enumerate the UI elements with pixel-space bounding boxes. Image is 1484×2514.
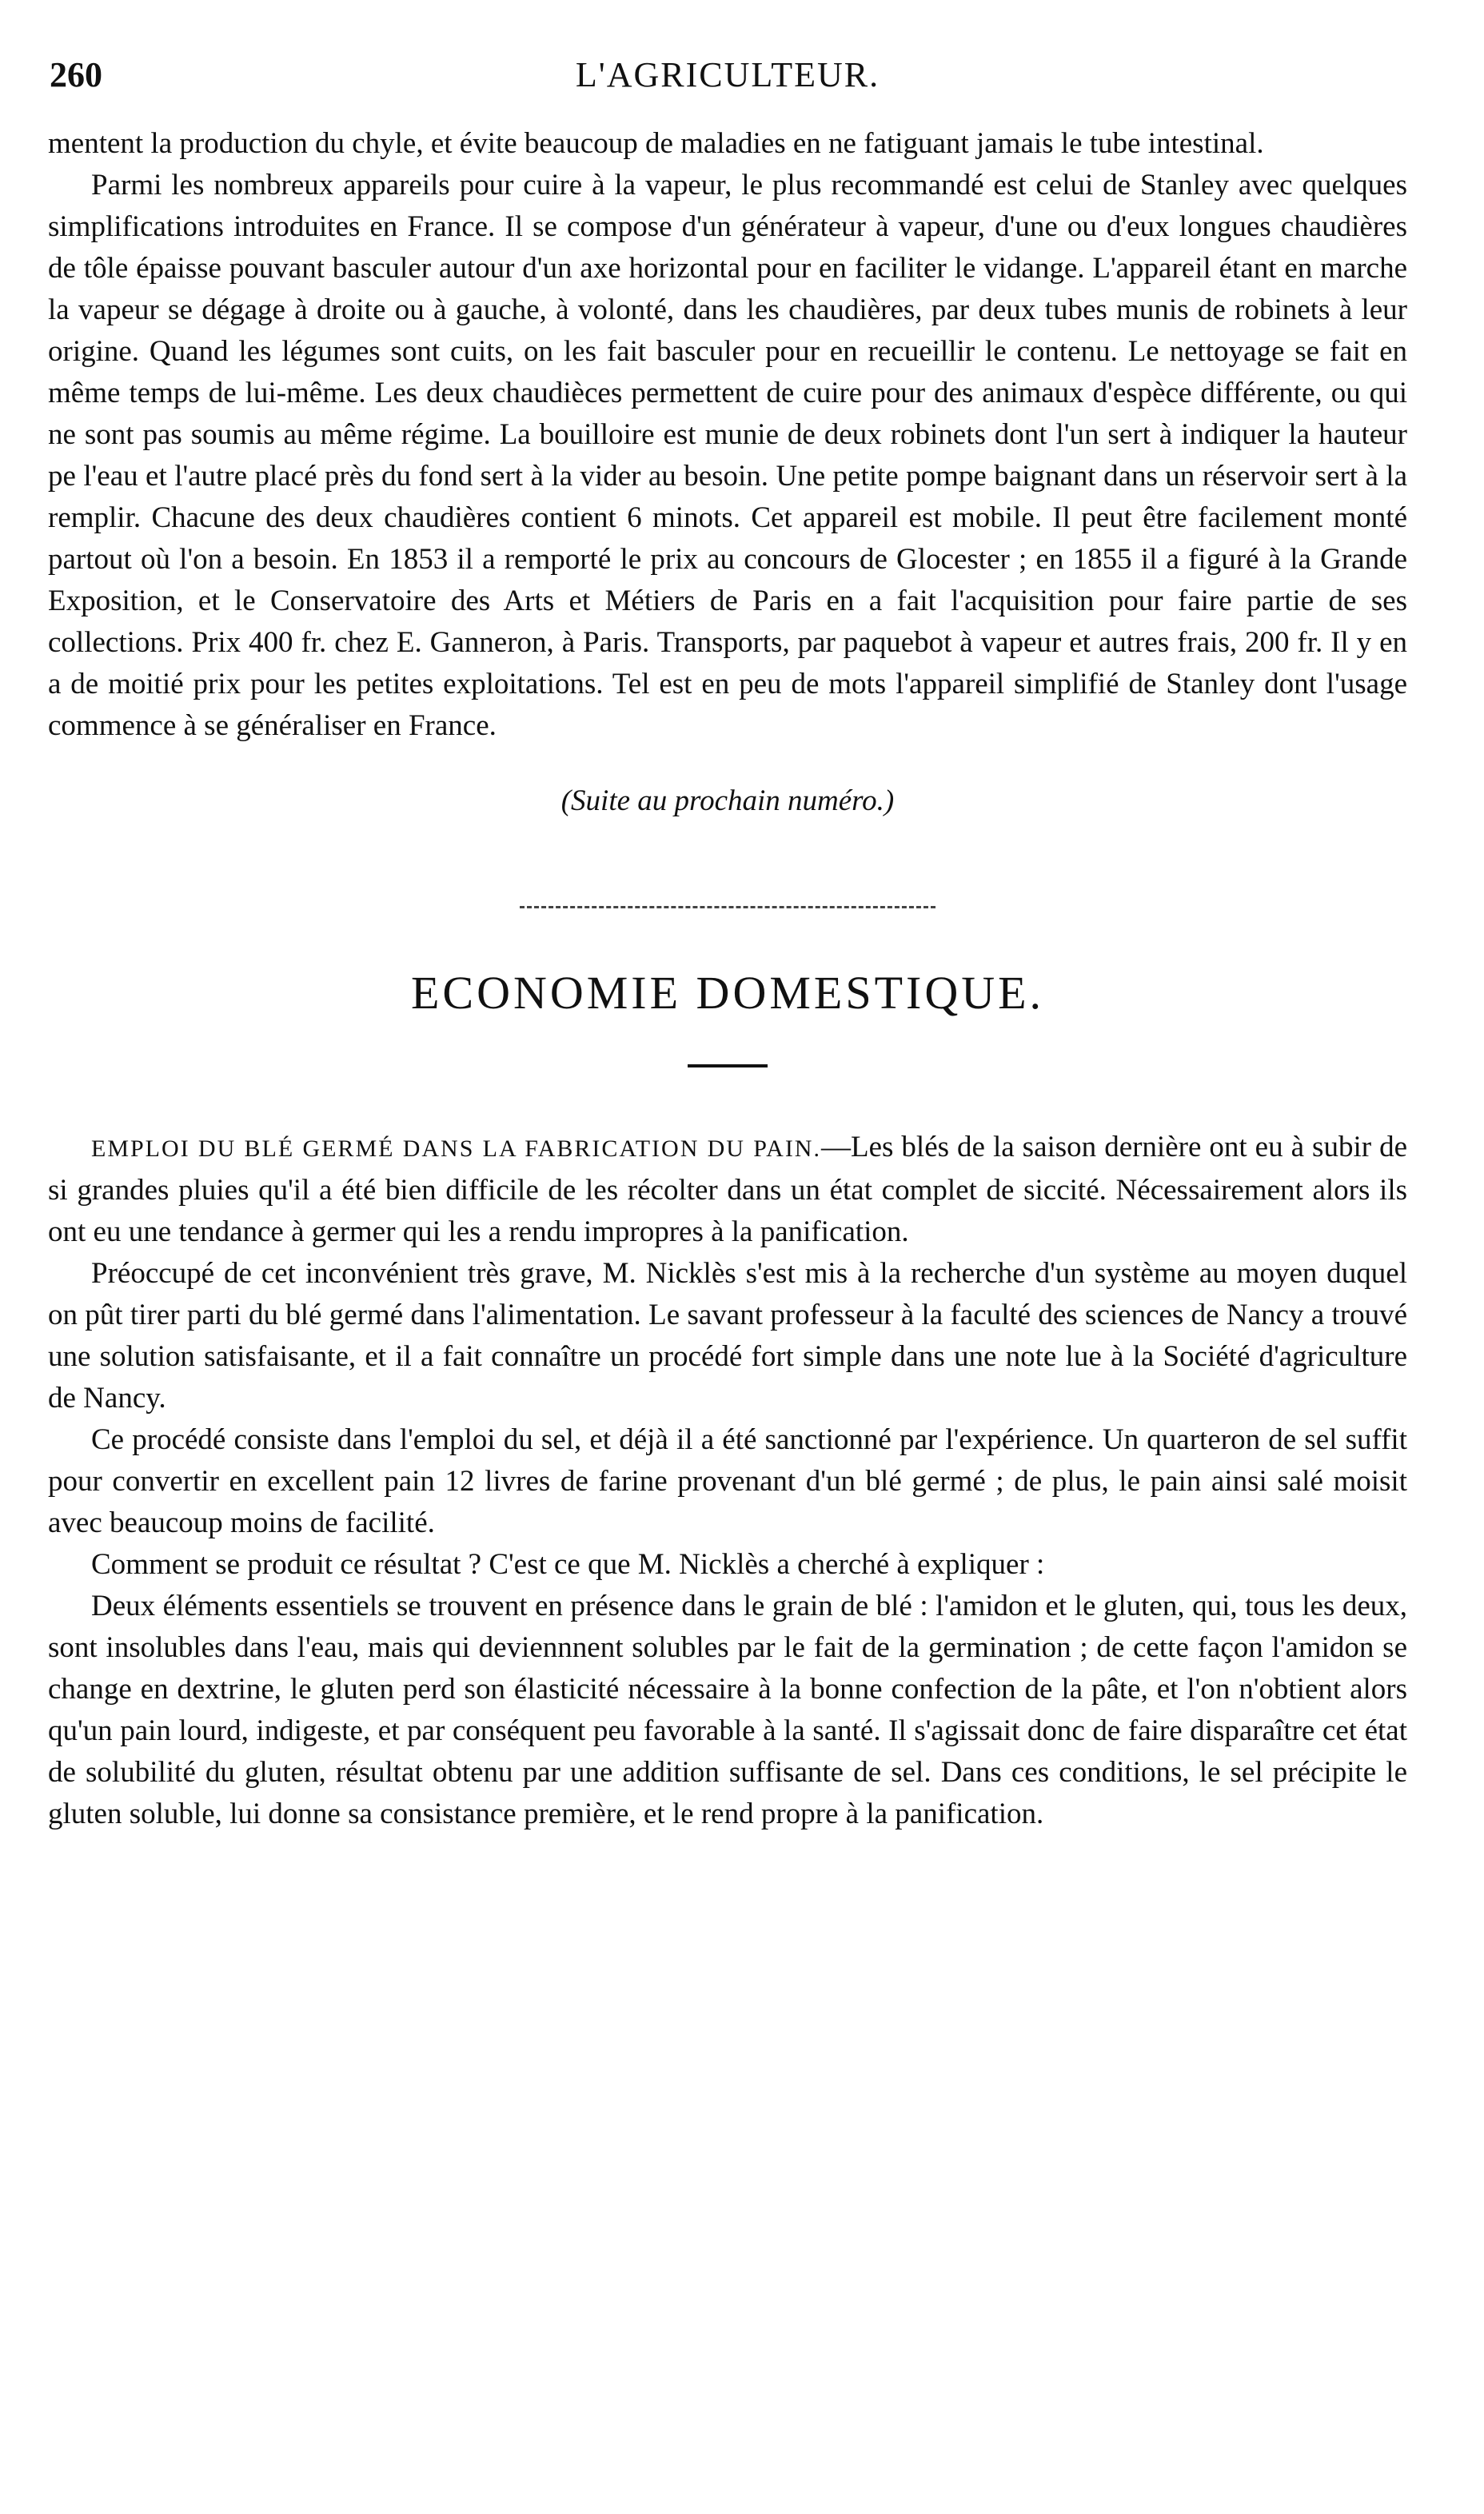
article-paragraph: Deux éléments essentiels se trouvent en présence dans le grain de blé : l'amidon et le gluten, qui, tous les deux, sont insolubles dans l'eau, mais qui deviennnent solubles par le fait de la germination ; de cette façon l'amidon se change en dextrine, le gluten perd son élasticité nécessaire à la bonne confection de la pâte, et l'on n'obtient alors qu'un pain lourd, indigeste, et par conséquent peu favorable à la santé. Il s'agissait donc de faire disparaître cet état de solubilité du gluten, résultat obtenu par une addition suffisante de sel. Dans ces conditions, le sel précipite le gluten soluble, lui donne sa consistance première, et le rend propre à la panification. [48, 1590, 1407, 1830]
title-underline [688, 1064, 768, 1067]
article-heading: EMPLOI DU BLÉ GERMÉ DANS LA FABRICATION DU PAIN. [91, 1135, 821, 1162]
article-paragraph [48, 1127, 1407, 1253]
continuation-paragraph: mentent la production du chyle, et évite beaucoup de maladies en ne fatiguant jamais le tube intestinal. [48, 127, 1264, 160]
article [48, 1127, 1407, 1835]
article-intro-text: —Les blés de la saison dernière ont eu à subir de si grandes pluies qu'il a été bien difficile de les récolter dans un état complet de siccité. Nécessairement alors ils ont eu une tendance à germer qui les a rendu impropres à la panification. [48, 1131, 1407, 1248]
continued-note: (Suite au prochain numéro.) [560, 784, 895, 817]
document-page [48, 48, 1407, 1835]
page-number: 260 [50, 55, 102, 94]
article-paragraph: Ce procédé consiste dans l'emploi du sel, et déjà il a été sanctionné par l'expérience. Un quarteron de sel suffit pour convertir en excellent pain 12 livres de farine provenant d'un blé germé ; de plus, le pain ainsi salé moisit avec beaucoup moins de facilité. [48, 1423, 1407, 1539]
article-paragraph: Préoccupé de cet inconvénient très grave, M. Nicklès s'est mis à la recherche d'un système au moyen duquel on pût tirer parti du blé germé dans l'alimentation. Le savant professeur à la faculté des sciences de Nancy a trouvé une solution satisfaisante, et il a fait connaître un procédé fort simple dans une note lue à la Société d'agriculture de Nancy. [48, 1257, 1407, 1415]
steam-cooker-paragraph: Parmi les nombreux appareils pour cuire à la vapeur, le plus recommandé est celui de Stanley avec quelques simplifications introduites en France. Il se compose d'un générateur à vapeur, d'une ou d'eux longues chaudières de tôle épaisse pouvant basculer autour d'un axe horizontal pour en faciliter le vidange. L'appareil étant en marche la vapeur se dégage à droite ou à gauche, à volonté, dans les chaudières, par deux tubes munis de robinets à leur origine. Quand les légumes sont cuits, on les fait basculer pour en recueillir le contenu. Le nettoyage se fait en même temps de lui-même. Les deux chaudièces permettent de cuire pour des animaux d'espèce différente, ou qui ne sont pas soumis au même régime. La bouilloire est munie de deux robinets dont l'un sert à indiquer la hauteur pe l'eau et l'autre placé près du fond sert à la vider au besoin. Une petite pompe baignant dans un réservoir sert à la remplir. Chacune des deux chaudières contient 6 minots. Cet appareil est mobile. Il peut être facilement monté partout où l'on a besoin. En 1853 il a remporté le prix au concours de Glocester ; en 1855 il a figuré à la Grande Exposition, et le Conservatoire des Arts et Métiers de Paris en a fait l'acquisition pour faire partie de ses collections. Prix 400 fr. chez E. Ganneron, à Paris. Transports, par paquebot à vapeur et autres frais, 200 fr. Il y en a de moitié prix pour les petites exploitations. Tel est en peu de mots l'appareil simplifié de Stanley dont l'usage commence à se généraliser en France. [48, 169, 1407, 742]
section-divider [520, 906, 935, 910]
running-head [48, 48, 1407, 112]
journal-title: L'AGRICULTEUR. [575, 55, 880, 94]
article-paragraph: Comment se produit ce résultat ? C'est ce que M. Nicklès a cherché à expliquer : [91, 1548, 1045, 1581]
section-title: ECONOMIE DOMESTIQUE. [410, 967, 1045, 1019]
